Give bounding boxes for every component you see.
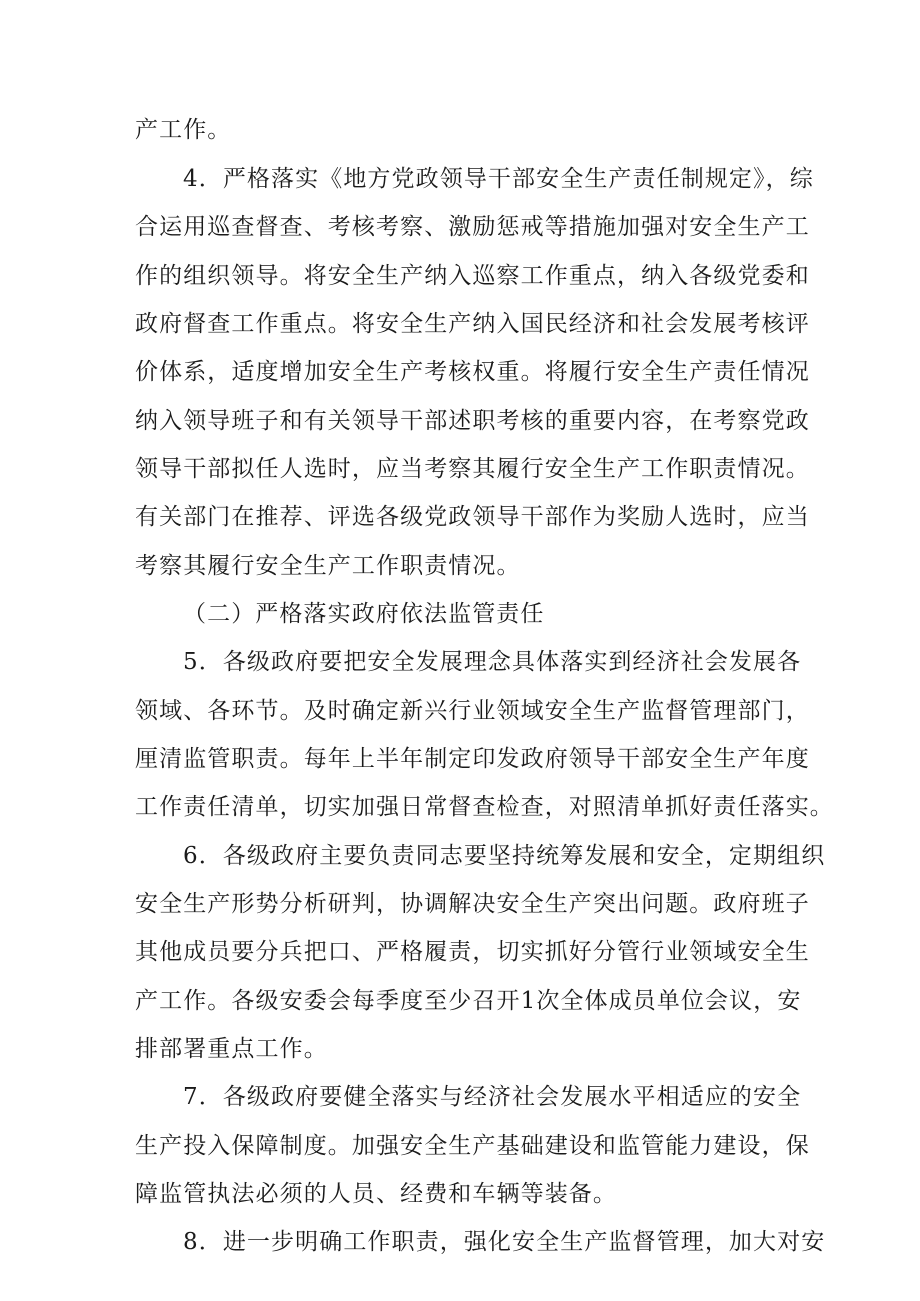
text-line: 工作责任清单，切实加强日常督查检查，对照清单抓好责任落实。 xyxy=(135,794,834,820)
text-line: 产工作。 xyxy=(135,117,232,143)
text-line: 价体系，适度增加安全生产考核权重。将履行安全生产责任情况 xyxy=(135,359,810,385)
text-line: 有关部门在推荐、评选各级党政领导干部作为奖励人选时，应当 xyxy=(135,504,810,530)
text-line: 考察其履行安全生产工作职责情况。 xyxy=(135,553,521,579)
section-heading: （二）严格落实政府依法监管责任 xyxy=(183,601,545,627)
text-line: 排部署重点工作。 xyxy=(135,1036,328,1062)
text-line: 安全生产形势分析研判，协调解决安全生产突出问题。政府班子 xyxy=(135,891,810,917)
text-line: 作的组织领导。将安全生产纳入巡察工作重点，纳入各级党委和 xyxy=(135,263,810,289)
text-line: 领导干部拟任人选时，应当考察其履行安全生产工作职责情况。 xyxy=(135,456,810,482)
text-line: 其他成员要分兵把口、严格履责，切实抓好分管行业领域安全生 xyxy=(135,939,810,965)
text-line: 生产投入保障制度。加强安全生产基础建设和监管能力建设，保 xyxy=(135,1133,810,1159)
paragraph-5-first-line: 5．各级政府要把安全发展理念具体落实到经济社会发展各 xyxy=(183,649,802,675)
text-line: 厘清监管职责。每年上半年制定印发政府领导干部安全生产年度 xyxy=(135,746,810,772)
paragraph-6-first-line: 6．各级政府主要负责同志要坚持统筹发展和安全，定期组织 xyxy=(183,843,826,869)
paragraph-7-first-line: 7．各级政府要健全落实与经济社会发展水平相适应的安全 xyxy=(183,1084,802,1110)
text-line: 合运用巡查督查、考核考察、激励惩戒等措施加强对安全生产工 xyxy=(135,214,810,240)
text-line: 纳入领导班子和有关领导干部述职考核的重要内容，在考察党政 xyxy=(135,408,810,434)
text-line: 领域、各环节。及时确定新兴行业领域安全生产监督管理部门， xyxy=(135,698,810,724)
text-line: 产工作。各级安委会每季度至少召开1次全体成员单位会议，安 xyxy=(135,988,802,1014)
paragraph-4-first-line: 4．严格落实《地方党政领导干部安全生产责任制规定》，综 xyxy=(183,166,814,192)
paragraph-8-first-line: 8．进一步明确工作职责，强化安全生产监督管理，加大对安 xyxy=(183,1229,826,1255)
text-line: 政府督查工作重点。将安全生产纳入国民经济和社会发展考核评 xyxy=(135,311,810,337)
text-line: 障监管执法必须的人员、经费和车辆等装备。 xyxy=(135,1181,617,1207)
